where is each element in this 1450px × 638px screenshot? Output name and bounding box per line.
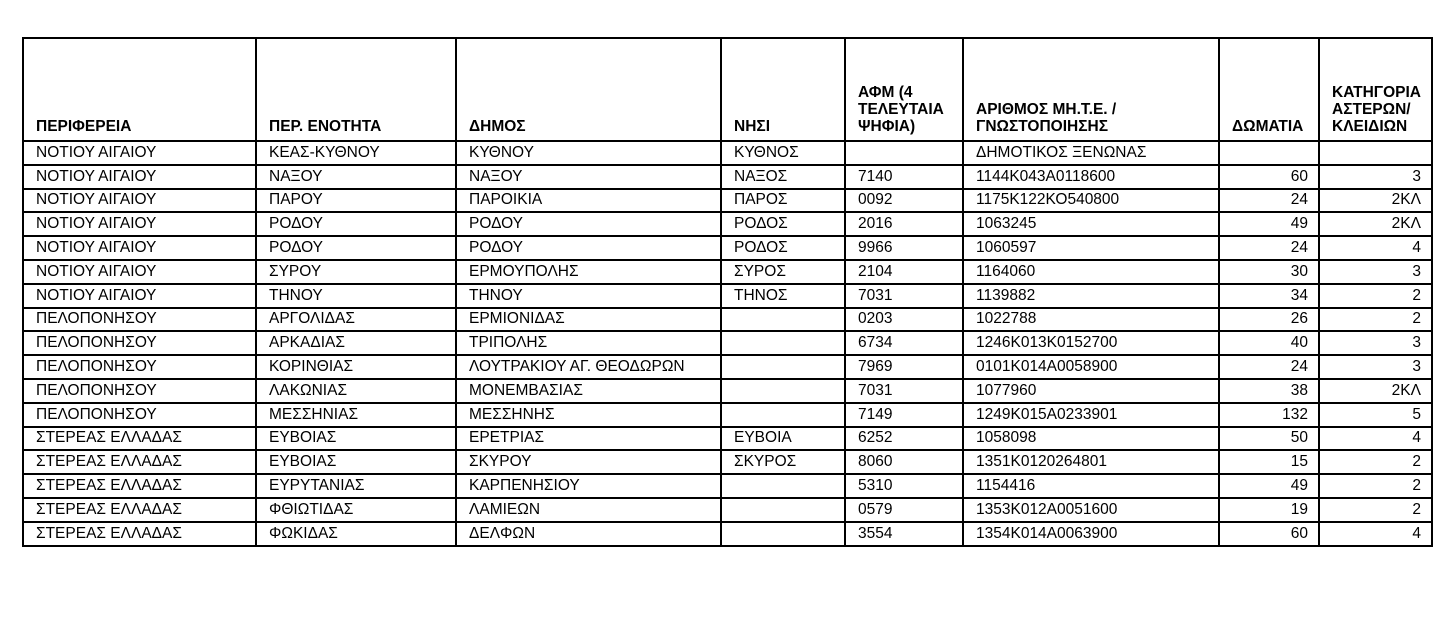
cell-tax-id: 3554 <box>845 522 963 546</box>
cell-municipality: ΚΑΡΠΕΝΗΣΙΟΥ <box>456 474 721 498</box>
table-row <box>23 308 1432 332</box>
cell-registry-number: 1353Κ012Α0051600 <box>963 498 1219 522</box>
cell-category: 2ΚΛ <box>1319 379 1432 403</box>
table-row <box>23 474 1432 498</box>
cell-region: ΝΟΤΙΟΥ ΑΙΓΑΙΟΥ <box>23 260 256 284</box>
header-island: ΝΗΣΙ <box>721 38 845 141</box>
table-row <box>23 236 1432 260</box>
table-row <box>23 522 1432 546</box>
cell-island: ΤΗΝΟΣ <box>721 284 845 308</box>
table-row <box>23 379 1432 403</box>
cell-tax-id: 8060 <box>845 450 963 474</box>
cell-category: 2 <box>1319 474 1432 498</box>
cell-tax-id: 7149 <box>845 403 963 427</box>
cell-island: ΝΑΞΟΣ <box>721 165 845 189</box>
cell-municipality: ΝΑΞΟΥ <box>456 165 721 189</box>
header-tax-id: ΑΦΜ (4 ΤΕΛΕΥΤΑΙΑ ΨΗΦΙΑ) <box>845 38 963 141</box>
cell-category: 4 <box>1319 522 1432 546</box>
cell-registry-number: 1154416 <box>963 474 1219 498</box>
cell-category: 4 <box>1319 427 1432 451</box>
table-row <box>23 260 1432 284</box>
hotels-table <box>22 37 1433 547</box>
header-municipality: ΔΗΜΟΣ <box>456 38 721 141</box>
cell-tax-id: 7031 <box>845 284 963 308</box>
header-category: ΚΑΤΗΓΟΡΙΑ ΑΣΤΕΡΩΝ/ ΚΛΕΙΔΙΩΝ <box>1319 38 1432 141</box>
cell-municipality: ΜΟΝΕΜΒΑΣΙΑΣ <box>456 379 721 403</box>
cell-category: 2 <box>1319 450 1432 474</box>
cell-rooms: 15 <box>1219 450 1319 474</box>
table-row <box>23 355 1432 379</box>
cell-municipality: ΚΥΘΝΟΥ <box>456 141 721 165</box>
cell-tax-id: 2016 <box>845 212 963 236</box>
cell-rooms <box>1219 141 1319 165</box>
cell-region: ΠΕΛΟΠΟΝΗΣΟΥ <box>23 355 256 379</box>
cell-region: ΝΟΤΙΟΥ ΑΙΓΑΙΟΥ <box>23 236 256 260</box>
cell-region: ΣΤΕΡΕΑΣ ΕΛΛΑΔΑΣ <box>23 427 256 451</box>
cell-municipality: ΤΗΝΟΥ <box>456 284 721 308</box>
cell-municipality: ΡΟΔΟΥ <box>456 236 721 260</box>
cell-regional-unit: ΣΥΡΟΥ <box>256 260 456 284</box>
cell-island <box>721 379 845 403</box>
cell-island <box>721 331 845 355</box>
cell-registry-number: 1351Κ0120264801 <box>963 450 1219 474</box>
cell-region: ΠΕΛΟΠΟΝΗΣΟΥ <box>23 308 256 332</box>
cell-tax-id: 6252 <box>845 427 963 451</box>
cell-municipality: ΤΡΙΠΟΛΗΣ <box>456 331 721 355</box>
cell-region: ΣΤΕΡΕΑΣ ΕΛΛΑΔΑΣ <box>23 474 256 498</box>
cell-category: 2 <box>1319 498 1432 522</box>
cell-island: ΕΥΒΟΙΑ <box>721 427 845 451</box>
cell-category: 2ΚΛ <box>1319 189 1432 213</box>
cell-registry-number: 1077960 <box>963 379 1219 403</box>
cell-island: ΣΥΡΟΣ <box>721 260 845 284</box>
table-body <box>23 141 1432 546</box>
cell-island: ΣΚΥΡΟΣ <box>721 450 845 474</box>
table-header <box>23 38 1432 141</box>
cell-registry-number: 1164060 <box>963 260 1219 284</box>
table-row <box>23 165 1432 189</box>
cell-island: ΚΥΘΝΟΣ <box>721 141 845 165</box>
cell-registry-number: 1246Κ013Κ0152700 <box>963 331 1219 355</box>
cell-rooms: 49 <box>1219 474 1319 498</box>
cell-region: ΠΕΛΟΠΟΝΗΣΟΥ <box>23 331 256 355</box>
table-row <box>23 141 1432 165</box>
cell-registry-number: 1063245 <box>963 212 1219 236</box>
cell-region: ΠΕΛΟΠΟΝΗΣΟΥ <box>23 379 256 403</box>
cell-regional-unit: ΜΕΣΣΗΝΙΑΣ <box>256 403 456 427</box>
cell-regional-unit: ΤΗΝΟΥ <box>256 284 456 308</box>
cell-rooms: 132 <box>1219 403 1319 427</box>
cell-category: 3 <box>1319 165 1432 189</box>
cell-municipality: ΕΡΜΟΥΠΟΛΗΣ <box>456 260 721 284</box>
cell-category: 2 <box>1319 284 1432 308</box>
cell-municipality: ΠΑΡΟΙΚΙΑ <box>456 189 721 213</box>
cell-rooms: 49 <box>1219 212 1319 236</box>
cell-regional-unit: ΛΑΚΩΝΙΑΣ <box>256 379 456 403</box>
cell-rooms: 24 <box>1219 355 1319 379</box>
cell-tax-id: 7140 <box>845 165 963 189</box>
cell-tax-id: 6734 <box>845 331 963 355</box>
cell-rooms: 38 <box>1219 379 1319 403</box>
cell-category: 3 <box>1319 260 1432 284</box>
cell-region: ΝΟΤΙΟΥ ΑΙΓΑΙΟΥ <box>23 284 256 308</box>
cell-category: 2ΚΛ <box>1319 212 1432 236</box>
cell-regional-unit: ΑΡΓΟΛΙΔΑΣ <box>256 308 456 332</box>
cell-municipality: ΔΕΛΦΩΝ <box>456 522 721 546</box>
cell-region: ΠΕΛΟΠΟΝΗΣΟΥ <box>23 403 256 427</box>
cell-regional-unit: ΝΑΞΟΥ <box>256 165 456 189</box>
cell-regional-unit: ΕΥΒΟΙΑΣ <box>256 450 456 474</box>
cell-registry-number: 1175Κ122ΚΟ540800 <box>963 189 1219 213</box>
cell-municipality: ΜΕΣΣΗΝΗΣ <box>456 403 721 427</box>
cell-rooms: 24 <box>1219 236 1319 260</box>
cell-rooms: 40 <box>1219 331 1319 355</box>
cell-municipality: ΕΡΜΙΟΝΙΔΑΣ <box>456 308 721 332</box>
cell-island: ΠΑΡΟΣ <box>721 189 845 213</box>
cell-category: 3 <box>1319 331 1432 355</box>
cell-island <box>721 522 845 546</box>
cell-region: ΝΟΤΙΟΥ ΑΙΓΑΙΟΥ <box>23 189 256 213</box>
cell-rooms: 24 <box>1219 189 1319 213</box>
table-row <box>23 189 1432 213</box>
cell-regional-unit: ΡΟΔΟΥ <box>256 212 456 236</box>
cell-category: 2 <box>1319 308 1432 332</box>
cell-regional-unit: ΦΩΚΙΔΑΣ <box>256 522 456 546</box>
cell-rooms: 26 <box>1219 308 1319 332</box>
header-registry-number: ΑΡΙΘΜΟΣ ΜΗ.Τ.Ε. / ΓΝΩΣΤΟΠΟΙΗΣΗΣ <box>963 38 1219 141</box>
cell-municipality: ΣΚΥΡΟΥ <box>456 450 721 474</box>
cell-tax-id: 5310 <box>845 474 963 498</box>
cell-island <box>721 498 845 522</box>
table-row <box>23 427 1432 451</box>
cell-category: 5 <box>1319 403 1432 427</box>
cell-region: ΝΟΤΙΟΥ ΑΙΓΑΙΟΥ <box>23 141 256 165</box>
cell-regional-unit: ΠΑΡΟΥ <box>256 189 456 213</box>
cell-regional-unit: ΚΕΑΣ-ΚΥΘΝΟΥ <box>256 141 456 165</box>
cell-registry-number: 1139882 <box>963 284 1219 308</box>
cell-regional-unit: ΕΥΒΟΙΑΣ <box>256 427 456 451</box>
cell-registry-number: 0101Κ014Α0058900 <box>963 355 1219 379</box>
cell-registry-number: 1354Κ014Α0063900 <box>963 522 1219 546</box>
cell-registry-number: 1022788 <box>963 308 1219 332</box>
cell-regional-unit: ΕΥΡΥΤΑΝΙΑΣ <box>256 474 456 498</box>
cell-category: 3 <box>1319 355 1432 379</box>
cell-registry-number: 1249Κ015Α0233901 <box>963 403 1219 427</box>
cell-municipality: ΕΡΕΤΡΙΑΣ <box>456 427 721 451</box>
header-rooms: ΔΩΜΑΤΙΑ <box>1219 38 1319 141</box>
cell-region: ΝΟΤΙΟΥ ΑΙΓΑΙΟΥ <box>23 165 256 189</box>
cell-registry-number: ΔΗΜΟΤΙΚΟΣ ΞΕΝΩΝΑΣ <box>963 141 1219 165</box>
cell-regional-unit: ΦΘΙΩΤΙΔΑΣ <box>256 498 456 522</box>
cell-region: ΣΤΕΡΕΑΣ ΕΛΛΑΔΑΣ <box>23 522 256 546</box>
cell-municipality: ΛΑΜΙΕΩΝ <box>456 498 721 522</box>
cell-rooms: 60 <box>1219 165 1319 189</box>
cell-island <box>721 474 845 498</box>
cell-tax-id <box>845 141 963 165</box>
cell-registry-number: 1144Κ043Α0118600 <box>963 165 1219 189</box>
table-row <box>23 403 1432 427</box>
cell-municipality: ΛΟΥΤΡΑΚΙΟΥ ΑΓ. ΘΕΟΔΩΡΩΝ <box>456 355 721 379</box>
table-row <box>23 450 1432 474</box>
cell-island <box>721 308 845 332</box>
table-row <box>23 212 1432 236</box>
table-row <box>23 498 1432 522</box>
cell-tax-id: 7031 <box>845 379 963 403</box>
cell-registry-number: 1058098 <box>963 427 1219 451</box>
cell-rooms: 60 <box>1219 522 1319 546</box>
header-regional-unit: ΠΕΡ. ΕΝΟΤΗΤΑ <box>256 38 456 141</box>
cell-tax-id: 7969 <box>845 355 963 379</box>
header-region: ΠΕΡΙΦΕΡΕΙΑ <box>23 38 256 141</box>
table-row <box>23 284 1432 308</box>
cell-regional-unit: ΡΟΔΟΥ <box>256 236 456 260</box>
cell-island <box>721 355 845 379</box>
cell-rooms: 30 <box>1219 260 1319 284</box>
cell-rooms: 34 <box>1219 284 1319 308</box>
cell-tax-id: 0579 <box>845 498 963 522</box>
cell-tax-id: 9966 <box>845 236 963 260</box>
cell-rooms: 19 <box>1219 498 1319 522</box>
cell-region: ΣΤΕΡΕΑΣ ΕΛΛΑΔΑΣ <box>23 450 256 474</box>
cell-category <box>1319 141 1432 165</box>
cell-registry-number: 1060597 <box>963 236 1219 260</box>
cell-category: 4 <box>1319 236 1432 260</box>
cell-island: ΡΟΔΟΣ <box>721 236 845 260</box>
cell-tax-id: 0203 <box>845 308 963 332</box>
cell-regional-unit: ΚΟΡΙΝΘΙΑΣ <box>256 355 456 379</box>
cell-regional-unit: ΑΡΚΑΔΙΑΣ <box>256 331 456 355</box>
cell-municipality: ΡΟΔΟΥ <box>456 212 721 236</box>
cell-tax-id: 0092 <box>845 189 963 213</box>
table-row <box>23 331 1432 355</box>
cell-region: ΣΤΕΡΕΑΣ ΕΛΛΑΔΑΣ <box>23 498 256 522</box>
cell-tax-id: 2104 <box>845 260 963 284</box>
header-row <box>23 38 1432 141</box>
cell-rooms: 50 <box>1219 427 1319 451</box>
cell-region: ΝΟΤΙΟΥ ΑΙΓΑΙΟΥ <box>23 212 256 236</box>
cell-island <box>721 403 845 427</box>
cell-island: ΡΟΔΟΣ <box>721 212 845 236</box>
